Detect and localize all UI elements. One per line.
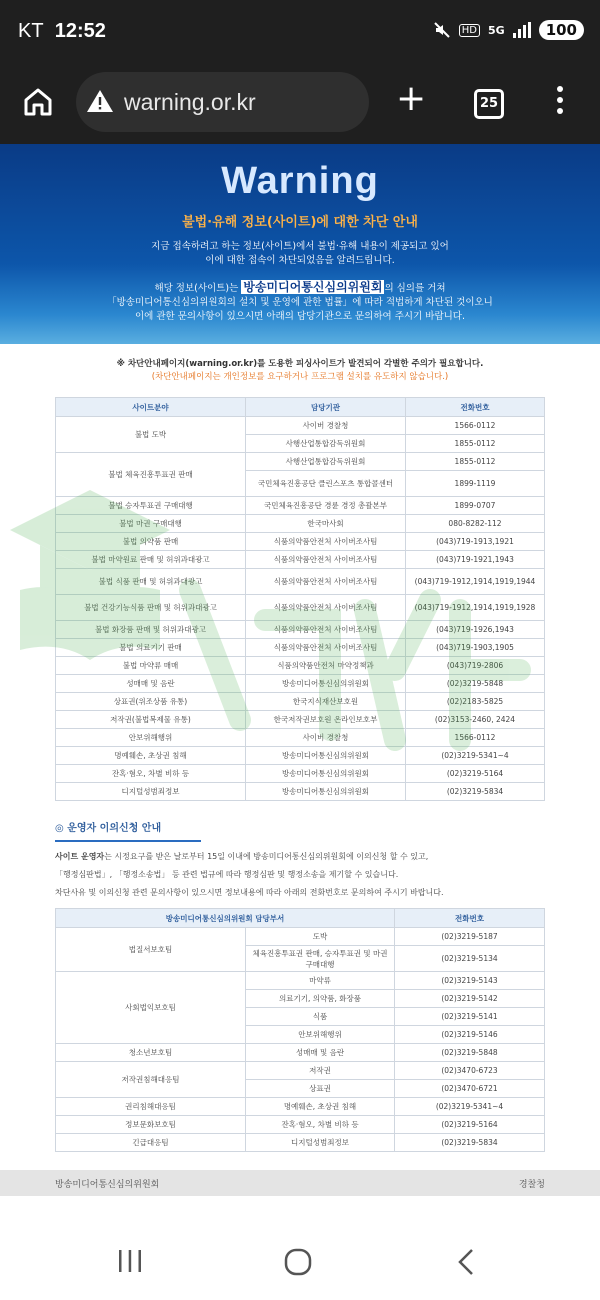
cell-team: 긴급대응팀 <box>56 1134 246 1152</box>
table-row <box>56 515 545 533</box>
operator-p2: 「행정심판법」, 「행정소송법」 등 관련 법규에 따라 행정심판 및 행정소송을 제기할 수 있습니다. <box>55 870 399 879</box>
cell-phone: (02)3219-5141 <box>395 1008 545 1026</box>
table-row <box>56 497 545 515</box>
operator-p1 <box>55 848 545 866</box>
col-field: 사이트분야 <box>56 398 246 417</box>
cell-phone: 1899-0707 <box>406 497 545 515</box>
table-row <box>56 639 545 657</box>
cell-phone: (043)719-1921,1943 <box>406 551 545 569</box>
signal-icon <box>513 22 531 38</box>
cell-phone: (02)3219-5341~4 <box>395 1098 545 1116</box>
cell-agency: 방송미디어통신심의위원회 <box>246 675 406 693</box>
cell-topic: 상표권 <box>246 1080 395 1098</box>
cell-field: 잔혹·혐오, 차별 비하 등 <box>56 765 246 783</box>
banner-message2-line1 <box>0 280 600 296</box>
cell-agency: 방송미디어통신심의위원회 <box>246 747 406 765</box>
table-row <box>56 1062 545 1080</box>
cell-field: 불법 식품 판매 및 허위과대광고 <box>56 569 246 595</box>
cell-field: 불법 마권 구매대행 <box>56 515 246 533</box>
warning-banner <box>0 144 600 344</box>
cell-phone: (043)719-2806 <box>406 657 545 675</box>
cell-phone: 080-8282-112 <box>406 515 545 533</box>
url-text[interactable]: warning.or.kr <box>124 89 256 115</box>
cell-topic: 저작권 <box>246 1062 395 1080</box>
cell-phone: 1855-0112 <box>406 435 545 453</box>
table-row <box>56 711 545 729</box>
browser-toolbar <box>0 66 600 144</box>
cell-phone: (02)3219-5848 <box>406 675 545 693</box>
banner-message <box>0 240 600 268</box>
recent-apps-icon[interactable] <box>117 1248 143 1274</box>
phishing-notice <box>0 358 600 384</box>
battery-badge: 100 <box>539 20 584 40</box>
cell-agency: 사이버 경찰청 <box>246 729 406 747</box>
cell-phone: (043)719-1912,1914,1919,1928 <box>406 595 545 621</box>
page-footer <box>0 1170 600 1196</box>
cell-team: 법질서보호팀 <box>56 928 246 972</box>
footer-right: 경찰청 <box>518 1180 545 1190</box>
cell-team: 정보문화보호팀 <box>56 1116 246 1134</box>
cell-team: 권리침해대응팀 <box>56 1098 246 1116</box>
cell-field: 불법 도박 <box>56 417 246 453</box>
status-bar <box>0 0 600 66</box>
table-row <box>56 765 545 783</box>
msg2-post: 의 심의를 거쳐 <box>384 283 446 294</box>
table-row <box>56 621 545 639</box>
cell-topic: 명예훼손, 초상권 침해 <box>246 1098 395 1116</box>
cell-phone: (02)3219-5341~4 <box>406 747 545 765</box>
cell-phone: (02)3219-5834 <box>395 1134 545 1152</box>
cell-field: 불법 마약류 매매 <box>56 657 246 675</box>
cell-agency: 국민체육진흥공단 경륜 경정 총괄본부 <box>246 497 406 515</box>
table-row <box>56 417 545 435</box>
carrier-time <box>18 20 106 43</box>
back-icon[interactable] <box>456 1248 476 1276</box>
cell-field: 저작권(불법복제물 유통) <box>56 711 246 729</box>
table-row <box>56 1044 545 1062</box>
cell-field: 불법 마약원료 판매 및 허위과대광고 <box>56 551 246 569</box>
cell-topic: 성매매 및 음란 <box>246 1044 395 1062</box>
table-row <box>56 928 545 946</box>
col-dept: 방송미디어통신심의위원회 담당부서 <box>56 909 395 928</box>
cell-phone: (02)3219-5834 <box>406 783 545 801</box>
cell-phone: (02)3470-6721 <box>395 1080 545 1098</box>
carrier-label: KT <box>18 20 44 42</box>
cell-phone: (02)2183-5825 <box>406 693 545 711</box>
banner-message-line1: 지금 접속하려고 하는 정보(사이트)에서 불법·유해 내용이 제공되고 있어 <box>151 241 449 252</box>
cell-agency: 식품의약품안전처 사이버조사팀 <box>246 569 406 595</box>
cell-agency: 방송미디어통신심의위원회 <box>246 765 406 783</box>
cell-team: 저작권침해대응팀 <box>56 1062 246 1098</box>
cell-agency: 식품의약품안전처 사이버조사팀 <box>246 551 406 569</box>
cell-phone: (02)3219-5164 <box>395 1116 545 1134</box>
cell-agency: 식품의약품안전처 사이버조사팀 <box>246 639 406 657</box>
cell-field: 불법 의약품 판매 <box>56 533 246 551</box>
col-agency: 담당기관 <box>246 398 406 417</box>
col-phone: 전화번호 <box>406 398 545 417</box>
network-icon: 5G <box>488 23 505 37</box>
cell-agency: 한국저작권보호원 온라인보호부 <box>246 711 406 729</box>
tabs-icon[interactable]: 25 <box>474 89 504 119</box>
cell-phone: (02)3219-5142 <box>395 990 545 1008</box>
cell-topic: 도박 <box>246 928 395 946</box>
cell-phone: 1566-0112 <box>406 729 545 747</box>
cell-agency: 방송미디어통신심의위원회 <box>246 783 406 801</box>
cell-field: 불법 체육진흥투표권 판매 <box>56 453 246 497</box>
table-row <box>56 569 545 595</box>
table-row <box>56 693 545 711</box>
cell-agency: 식품의약품안전처 사이버조사팀 <box>246 621 406 639</box>
table-row <box>56 453 545 471</box>
cell-phone: 1899-1119 <box>406 471 545 497</box>
cell-phone: (043)719-1903,1905 <box>406 639 545 657</box>
cell-phone: (02)3219-5187 <box>395 928 545 946</box>
banner-subtitle: 불법·유해 정보(사이트)에 대한 차단 안내 <box>182 215 418 230</box>
cell-phone: (02)3219-5164 <box>406 765 545 783</box>
cell-phone: 1566-0112 <box>406 417 545 435</box>
table-row <box>56 1116 545 1134</box>
table-row <box>56 729 545 747</box>
warning-icon[interactable] <box>86 88 114 114</box>
clock: 12:52 <box>54 20 106 42</box>
cell-agency: 사행산업통합감독위원회 <box>246 435 406 453</box>
operator-p3: 차단사유 및 이의신청 관련 문의사항이 있으시면 정보내용에 따라 아래의 전화번호로 문의하여 주시기 바랍니다. <box>55 888 444 897</box>
cell-field: 불법 건강기능식품 판매 및 허위과대광고 <box>56 595 246 621</box>
home-circle-icon[interactable] <box>284 1248 312 1276</box>
cell-phone: (02)3219-5134 <box>395 946 545 972</box>
agency-table <box>55 397 545 801</box>
cell-agency: 식품의약품안전처 사이버조사팀 <box>246 595 406 621</box>
cell-phone: (02)3153-2460, 2424 <box>406 711 545 729</box>
table-row <box>56 675 545 693</box>
operator-p1-text: 는 시정요구를 받은 날로부터 15일 이내에 방송미디어통신심의위원회에 이의신청 할 수 있고, <box>104 852 429 861</box>
cell-phone: (02)3219-5146 <box>395 1026 545 1044</box>
table-row <box>56 657 545 675</box>
cell-phone: (02)3470-6723 <box>395 1062 545 1080</box>
cell-agency: 한국지식재산보호원 <box>246 693 406 711</box>
banner-message-line2: 이에 대한 접속이 차단되었음을 알려드립니다. <box>205 255 395 266</box>
hd-icon: HD <box>459 24 480 37</box>
msg2-pre: 해당 정보(사이트)는 <box>154 283 239 294</box>
operator-heading: ◎ 운영자 이의신청 안내 <box>55 820 201 842</box>
cell-agency: 국민체육진흥공단 클린스포츠 통합콜센터 <box>246 471 406 497</box>
table-row <box>56 595 545 621</box>
cell-topic: 안보위해행위 <box>246 1026 395 1044</box>
cell-field: 디지털성범죄정보 <box>56 783 246 801</box>
cell-field: 불법 승자투표권 구매대행 <box>56 497 246 515</box>
cell-team: 청소년보호팀 <box>56 1044 246 1062</box>
cell-field: 안보위해행위 <box>56 729 246 747</box>
cell-agency: 식품의약품안전처 사이버조사팀 <box>246 533 406 551</box>
cell-topic: 체육진흥투표권 판매, 승자투표권 및 마권 구매대행 <box>246 946 395 972</box>
table-row <box>56 533 545 551</box>
home-icon[interactable] <box>22 86 54 118</box>
table-row <box>56 551 545 569</box>
notice-line2: (차단안내페이지는 개인정보를 요구하거나 프로그램 설치를 유도하지 않습니다.) <box>151 372 449 382</box>
cell-topic: 잔혹·혐오, 차별 비하 등 <box>246 1116 395 1134</box>
banner-message2 <box>0 280 600 324</box>
operator-p1-bold: 사이트 운영자 <box>55 852 105 861</box>
cell-field: 불법 의료기기 판매 <box>56 639 246 657</box>
table-row <box>56 1098 545 1116</box>
cell-team: 사회법익보호팀 <box>56 972 246 1044</box>
cell-phone: (043)719-1913,1921 <box>406 533 545 551</box>
cell-field: 불법 화장품 판매 및 허위과대광고 <box>56 621 246 639</box>
menu-icon[interactable] <box>557 86 565 119</box>
operator-appeal-section <box>55 820 545 902</box>
cell-phone: (043)719-1926,1943 <box>406 621 545 639</box>
col-dept-phone: 전화번호 <box>395 909 545 928</box>
address-bar[interactable] <box>76 72 369 132</box>
cell-agency: 사이버 경찰청 <box>246 417 406 435</box>
cell-phone: 1855-0112 <box>406 453 545 471</box>
cell-topic: 디지털성범죄정보 <box>246 1134 395 1152</box>
notice-line1: ※ 차단안내페이지(warning.or.kr)를 도용한 피싱사이트가 발견되어 각별한 주의가 필요합니다. <box>116 359 484 369</box>
cell-phone: (02)3219-5143 <box>395 972 545 990</box>
banner-message2-line3: 이에 관한 문의사항이 있으시면 아래의 담당기관으로 문의하여 주시기 바랍니다. <box>134 311 466 322</box>
cell-phone: (043)719-1912,1914,1919,1944 <box>406 569 545 595</box>
cell-agency: 사행산업통합감독위원회 <box>246 453 406 471</box>
cell-topic: 마약류 <box>246 972 395 990</box>
department-table <box>55 908 545 1152</box>
cell-field: 상표권(위조상품 유통) <box>56 693 246 711</box>
cell-agency: 식품의약품안전처 마약정책과 <box>246 657 406 675</box>
cell-agency: 한국마사회 <box>246 515 406 533</box>
system-nav-bar <box>0 1230 600 1300</box>
table-row <box>56 972 545 990</box>
msg2-org: 방송미디어통신심의위원회 <box>243 280 383 294</box>
table-row <box>56 783 545 801</box>
table-row <box>56 747 545 765</box>
cell-topic: 식품 <box>246 1008 395 1026</box>
cell-field: 명예훼손, 초상권 침해 <box>56 747 246 765</box>
banner-title: Warning <box>221 160 379 202</box>
mute-icon <box>433 21 451 39</box>
cell-field: 성매매 및 음란 <box>56 675 246 693</box>
footer-left: 방송미디어통신심의위원회 <box>55 1180 160 1190</box>
banner-message2-line2: 「방송미디어통신심의위원회의 설치 및 운영에 관한 법률」에 따라 적법하게 차단된 것이오니 <box>107 297 493 308</box>
plus-icon[interactable]: + <box>396 78 427 119</box>
cell-phone: (02)3219-5848 <box>395 1044 545 1062</box>
status-icons <box>433 20 584 40</box>
cell-topic: 의료기기, 의약품, 화장품 <box>246 990 395 1008</box>
table-row <box>56 1134 545 1152</box>
